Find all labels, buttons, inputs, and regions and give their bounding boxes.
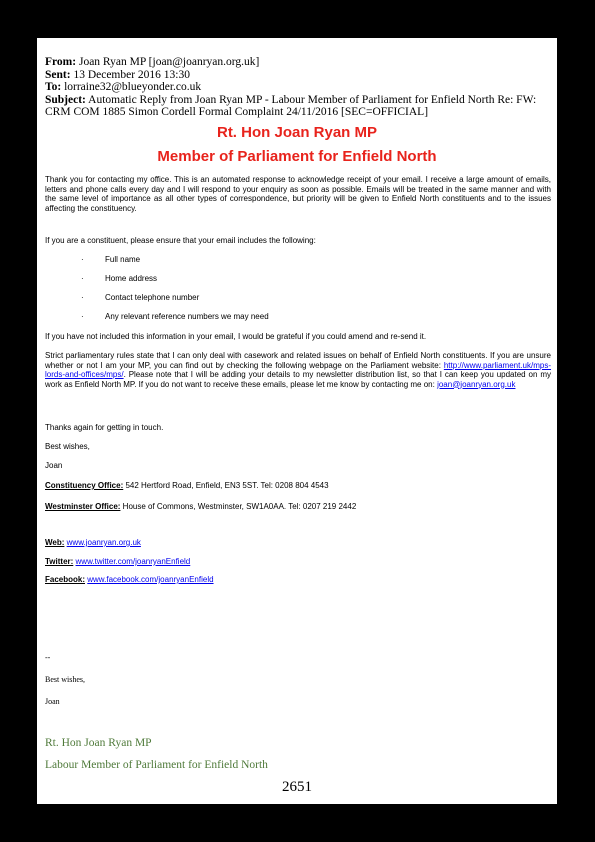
web-link[interactable]: www.joanryan.org.uk (66, 538, 141, 547)
subject-value: Automatic Reply from Joan Ryan MP - Labour Member of Parliament for Enfield North Re: FW: CRM COM 1885 Simon Cordell Formal Complaint 24/11/2016 [SEC=OFFICIAL] (45, 93, 537, 118)
sent-line (45, 69, 553, 82)
paragraph-rules (45, 351, 551, 389)
westminster-value: House of Commons, Westminster, SW1A0AA. Tel: 0207 219 2442 (120, 502, 357, 511)
from-line (45, 56, 553, 69)
sent-value: 13 December 2016 13:30 (73, 68, 191, 81)
web-line (45, 538, 551, 548)
paragraph-intro: Thank you for contacting my office. This is an automated response to acknowledge receipt of your email. I receive a large amount of emails, letters and phone calls every day and I will respond to your enquiry as soon as possible. Emails will be treated in the same manner and with the same level of importance as all other types of correspondence, but priority will be given to Enfield North constituents and to the issues affecting the constituency. (45, 175, 551, 213)
bullet-item: Contact telephone number (105, 293, 200, 302)
westminster-label: Westminster Office: (45, 502, 121, 511)
page-number: 2651 (282, 779, 312, 795)
title-name: Rt. Hon Joan Ryan MP (216, 124, 377, 141)
from-value: Joan Ryan MP [joan@joanryan.org.uk] (78, 56, 260, 68)
signature-dashes: -- (45, 653, 51, 662)
to-label: To: (45, 81, 62, 93)
constituency-office (45, 481, 551, 491)
bullet-icon: · (81, 255, 84, 264)
paragraph-amend: If you have not included this information in your email, I would be grateful if you could amend and re-send it. (45, 332, 427, 341)
parliament-link[interactable]: http://www.parliament.uk/mps-lords-and-offices/mps/ (45, 360, 551, 379)
closing-name: Joan (45, 461, 63, 470)
bullet-icon: · (81, 274, 84, 283)
rules-text-a: Strict parliamentary rules state that I can only deal with casework and related issues on behalf of Enfield North constituents. If you are unsure whether or not I am your MP, you can find out by checking the following webpage on the Parliament website: (45, 351, 551, 370)
westminster-office (45, 502, 551, 512)
to-line (45, 81, 553, 94)
facebook-link[interactable]: www.facebook.com/joanryanEnfield (87, 575, 214, 584)
signature-title: Rt. Hon Joan Ryan MP (45, 737, 152, 749)
document-page (37, 38, 557, 804)
sent-label: Sent: (45, 68, 71, 81)
email-header (45, 56, 553, 119)
constituency-label: Constituency Office: (45, 481, 124, 490)
bullet-icon: · (81, 312, 84, 321)
paragraph-constituent: If you are a constituent, please ensure that your email includes the following: (45, 236, 316, 245)
twitter-line (45, 557, 551, 567)
twitter-label: Twitter: (45, 557, 74, 566)
rules-text-b: . Please note that I will be adding your details to my newsletter distribution list, so that I can keep you updated on my work as Enfield North MP. If you do not want to receive these emails, please let me know by contacting me on: (45, 370, 551, 389)
title-role: Member of Parliament for Enfield North (157, 148, 437, 165)
signature-name: Joan (45, 697, 60, 706)
subject-label: Subject: (45, 93, 86, 106)
signature-role: Labour Member of Parliament for Enfield North (45, 759, 268, 771)
twitter-link[interactable]: www.twitter.com/joanryanEnfield (75, 557, 191, 566)
from-label: From: (45, 56, 77, 68)
contact-email-link[interactable]: joan@joanryan.org.uk (437, 379, 516, 389)
signature-wishes: Best wishes, (45, 675, 85, 684)
subject-line (45, 94, 553, 119)
thanks-text: Thanks again for getting in touch. (45, 423, 164, 432)
facebook-line (45, 575, 551, 585)
constituency-value: 542 Hertford Road, Enfield, EN3 5ST. Tel: 0208 804 4543 (123, 481, 329, 490)
facebook-label: Facebook: (45, 575, 86, 584)
web-label: Web: (45, 538, 65, 547)
closing-wishes: Best wishes, (45, 442, 90, 451)
to-value: lorraine32@blueyonder.co.uk (64, 81, 202, 93)
bullet-item: Full name (105, 255, 141, 264)
bullet-icon: · (81, 293, 84, 302)
bullet-item: Home address (105, 274, 158, 283)
bullet-item: Any relevant reference numbers we may need (105, 312, 269, 321)
